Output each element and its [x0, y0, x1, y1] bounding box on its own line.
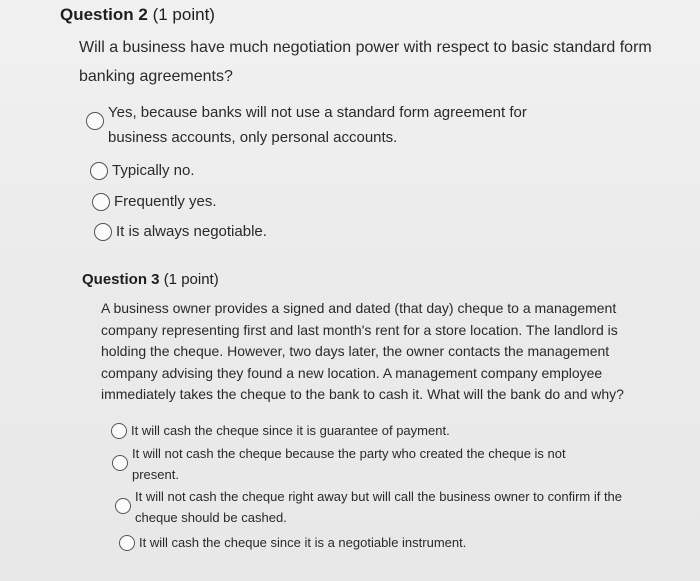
option-label: It will not cash the cheque because the party who created the cheque is not present. — [132, 446, 566, 482]
radio-button[interactable] — [112, 455, 128, 471]
radio-button[interactable] — [90, 162, 108, 180]
option-label: Typically no. — [112, 162, 195, 179]
option-label: It will not cash the cheque right away but will call the business owner to confirm if the cheque should be cashed. — [135, 489, 623, 525]
question-2-option-4[interactable] — [94, 219, 267, 244]
question-3-stem: A business owner provides a signed and dated (that day) cheque to a management company representing first and last month's rent for a store location. The landlord is holding the cheque. However, two days later, the owner contacts the management company advising they found a new location. A management company employee immediately takes the cheque to the bank to cash it. What will the bank do and why? — [101, 300, 624, 402]
radio-button[interactable] — [119, 535, 135, 551]
question-3-option-1[interactable] — [111, 420, 450, 441]
question-2-stem: Will a business have much negotiation power with respect to basic standard form banking agreements? — [79, 39, 652, 85]
radio-button[interactable] — [115, 498, 131, 514]
radio-button[interactable] — [86, 112, 104, 130]
question-3-option-3[interactable] — [115, 486, 635, 528]
option-label: It will cash the cheque since it is a negotiable instrument. — [139, 535, 467, 550]
question-3-title — [82, 271, 219, 288]
question-3-number: Question 3 — [82, 271, 160, 288]
question-2-option-1[interactable] — [86, 100, 586, 150]
option-label: It will cash the cheque since it is guarantee of payment. — [131, 423, 450, 438]
question-2-option-3[interactable] — [92, 189, 217, 214]
question-3-option-4[interactable] — [119, 532, 466, 553]
question-3-option-2[interactable] — [112, 443, 612, 485]
radio-button[interactable] — [94, 223, 112, 241]
question-2-option-2[interactable] — [90, 158, 195, 183]
question-2-title — [60, 5, 215, 25]
option-label: It is always negotiable. — [116, 223, 267, 240]
question-2-points: (1 point) — [152, 5, 215, 24]
option-label: Yes, because banks will not use a standard form agreement for business accounts, only personal accounts. — [108, 104, 527, 146]
question-3-points: (1 point) — [163, 271, 219, 288]
question-2-number: Question 2 — [60, 5, 148, 24]
option-label: Frequently yes. — [114, 193, 217, 210]
radio-button[interactable] — [92, 193, 110, 211]
radio-button[interactable] — [111, 423, 127, 439]
